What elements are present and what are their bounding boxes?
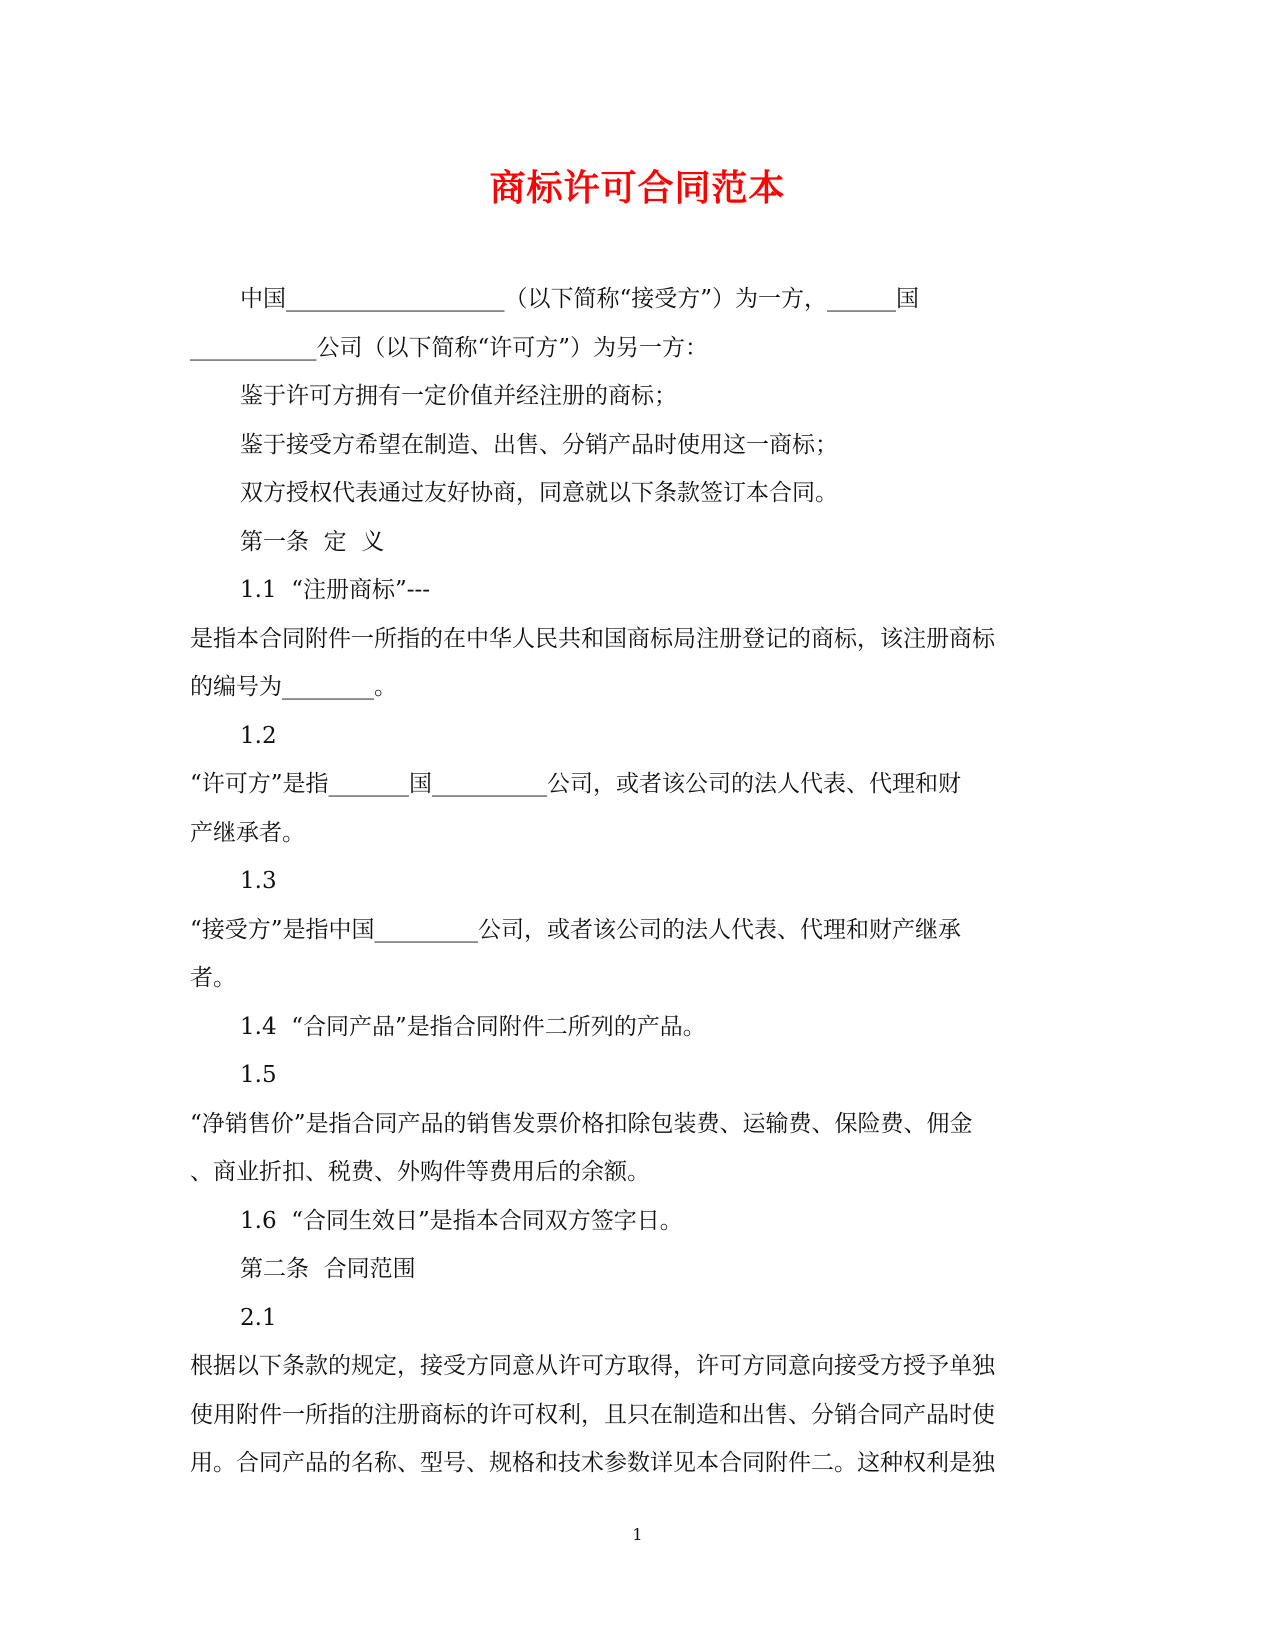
paragraph-line: 的编号为________。	[190, 674, 397, 700]
paragraph-line: ___________公司（以下简称“许可方”）为另一方：	[190, 334, 709, 361]
paragraph-line: 双方授权代表通过友好协商，同意就以下条款签订本合同。	[240, 480, 838, 506]
document-title: 商标许可合同范本	[489, 167, 786, 209]
paragraph-line: 、商业折扣、税费、外购件等费用后的余额。	[190, 1159, 650, 1185]
paragraph-line: 鉴于接受方希望在制造、出售、分销产品时使用这一商标；	[240, 431, 838, 458]
clause-line: 1.1 “注册商标”---	[240, 577, 431, 603]
paragraph-line: “许可方”是指_______国__________公司，或者该公司的法人代表、代理和财	[190, 771, 962, 797]
section-heading: 第一条 定 义	[240, 528, 385, 555]
paragraph-line: 是指本合同附件一所指的在中华人民共和国商标局注册登记的商标，该注册商标	[190, 625, 995, 652]
document-body	[190, 275, 1085, 1488]
paragraph-line: “净销售价”是指合同产品的销售发票价格扣除包装费、运输费、保险费、佣金	[190, 1110, 973, 1137]
clause-number: 2.1	[240, 1304, 277, 1331]
clause-line: 1.6 “合同生效日”是指本合同双方签字日。	[240, 1207, 683, 1234]
paragraph-line: 用。合同产品的名称、型号、规格和技术参数详见本合同附件二。这种权利是独	[190, 1450, 995, 1476]
paragraph-line: “接受方”是指中国_________公司，或者该公司的法人代表、代理和财产继承	[190, 916, 962, 943]
paragraph-line: 根据以下条款的规定，接受方同意从许可方取得，许可方同意向接受方授予单独	[190, 1353, 995, 1379]
paragraph-line: 鉴于许可方拥有一定价值并经注册的商标；	[240, 383, 677, 409]
clause-number: 1.5	[240, 1062, 277, 1088]
page-number: 1	[632, 1525, 643, 1544]
paragraph-line: 使用附件一所指的注册商标的许可权利，且只在制造和出售、分销合同产品时使	[190, 1401, 995, 1428]
section-heading: 第二条 合同范围	[240, 1256, 416, 1282]
paragraph-line: 产继承者。	[190, 819, 305, 846]
clause-number: 1.2	[240, 722, 277, 749]
clause-number: 1.3	[240, 868, 277, 894]
paragraph-line: 中国___________________（以下简称“接受方”）为一方，______国	[240, 286, 920, 312]
clause-line: 1.4 “合同产品”是指合同附件二所列的产品。	[240, 1013, 706, 1040]
paragraph-line: 者。	[190, 965, 236, 991]
